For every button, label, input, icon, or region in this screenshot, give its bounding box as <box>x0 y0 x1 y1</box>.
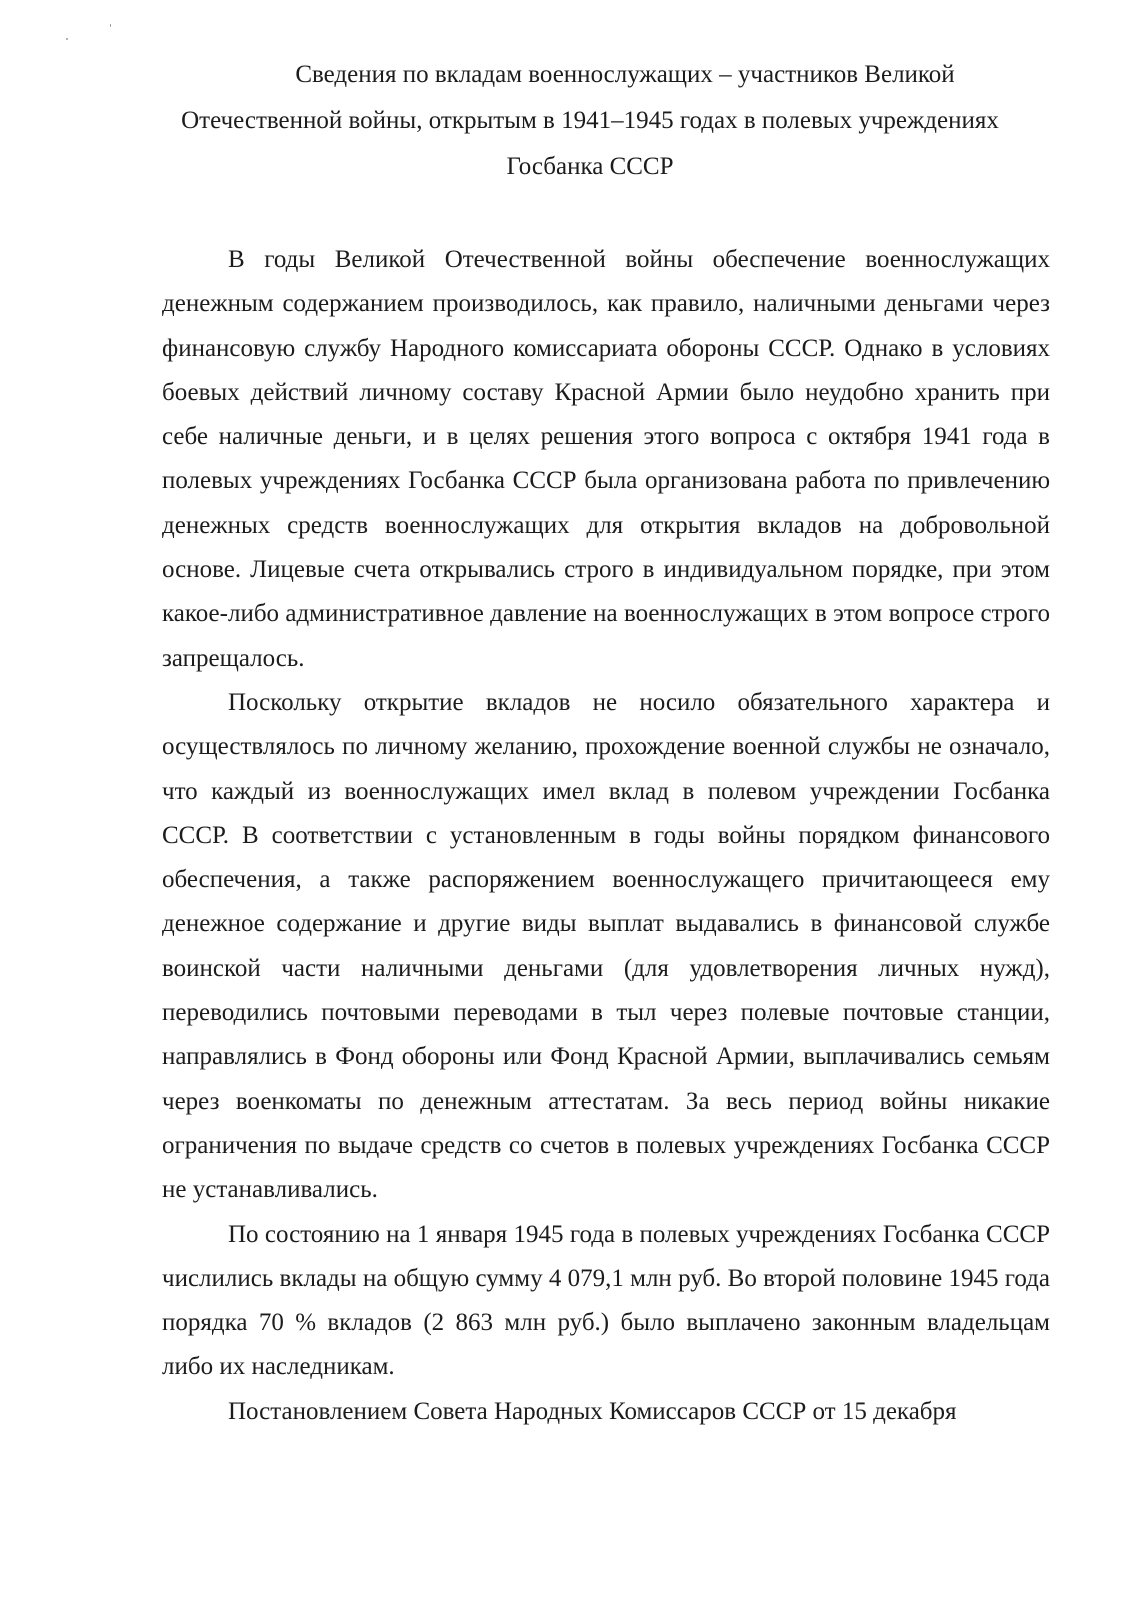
scan-speck <box>66 38 68 40</box>
paragraph: В годы Великой Отечественной войны обеспечение военнослужащих денежным содержанием производилось, как правило, наличными деньгами через финансовую службу Народного комиссариата обороны СССР. Однако в условиях боевых действий личному составу Красной Армии было неудобно хранить при себе наличные деньги, и в целях решения этого вопроса с октября 1941 года в полевых учреждениях Госбанка СССР была организована работа по привлечению денежных средств военнослужащих для открытия вкладов на добровольной основе. Лицевые счета открывались строго в индивидуальном порядке, при этом какое-либо административное давление на военнослужащих в этом вопросе строго запрещалось. <box>162 246 1050 672</box>
title-line: Отечественной войны, открытым в 1941–1945 годах в полевых учреждениях <box>181 107 999 134</box>
document-title <box>140 52 1040 190</box>
scan-speck <box>110 24 111 27</box>
document-body <box>162 238 1050 1434</box>
title-line: Сведения по вкладам военнослужащих – участников Великой <box>295 61 955 88</box>
paragraph: Поскольку открытие вкладов не носило обязательного характера и осуществлялось по личному желанию, прохождение военной службы не означало, что каждый из военнослужащих имел вклад в полевом учреждении Госбанка СССР. В соответствии с установленным в годы войны порядком финансового обеспечения, а также распоряжением военнослужащего причитающееся ему денежное содержание и другие виды выплат выдавались в финансовой службе воинской части наличными деньгами (для удовлетворения личных нужд), переводились почтовыми переводами в тыл через полевые почтовые станции, направлялись в Фонд обороны или Фонд Красной Армии, выплачивались семьям через военкоматы по денежным аттестатам. За весь период войны никакие ограничения по выдаче средств со счетов в полевых учреждениях Госбанка СССР не устанавливались. <box>162 688 1050 1204</box>
paragraph: По состоянию на 1 января 1945 года в полевых учреждениях Госбанка СССР числились вклады на общую сумму 4 079,1 млн руб. Во второй половине 1945 года порядка 70 % вкладов (2 863 млн руб.) было выплачено законным владельцам либо их наследникам. <box>162 1220 1050 1381</box>
title-line: Госбанка СССР <box>506 153 674 180</box>
paragraph: Постановлением Совета Народных Комиссаров СССР от 15 декабря <box>228 1397 957 1425</box>
